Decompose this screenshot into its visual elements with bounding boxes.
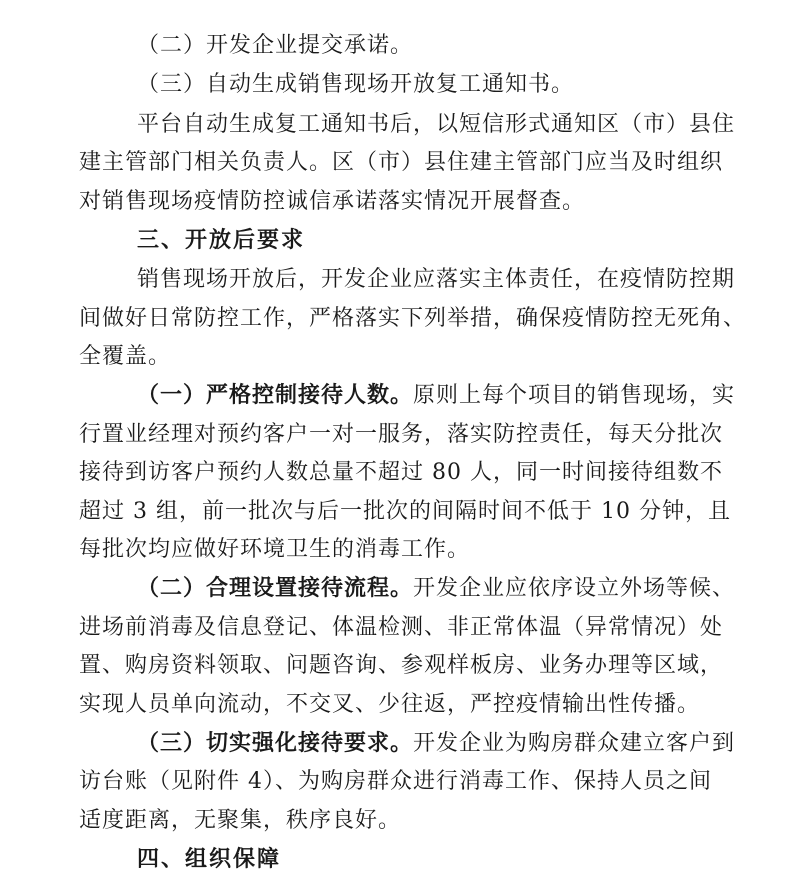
- paragraph-line: [137, 381, 735, 411]
- paragraph-line: 销售现场开放后，开发企业应落实主体责任，在疫情防控期: [137, 267, 736, 292]
- paragraph-line: 置、购房资料领取、问题咨询、参观样板房、业务办理等区域，: [79, 653, 724, 678]
- section-heading-3: 三、开放后要求: [137, 228, 306, 253]
- subheading-3: （三）切实强化接待要求。: [137, 731, 414, 756]
- paragraph-text: 开发企业为购房群众建立客户到: [413, 731, 736, 756]
- paragraph-line: [137, 729, 735, 759]
- paragraph-line: 适度距离，无聚集，秩序良好。: [79, 808, 402, 833]
- section-heading-4: 四、组织保障: [137, 847, 282, 872]
- paragraph-line: 全覆盖。: [79, 344, 172, 369]
- subheading-1: （一）严格控制接待人数。: [137, 383, 414, 408]
- paragraph-line: 超过 3 组，前一批次与后一批次的间隔时间不低于 10 分钟，且: [79, 499, 731, 524]
- paragraph-line: 行置业经理对预约客户一对一服务，落实防控责任，每天分批次: [79, 422, 724, 447]
- paragraph-line: 平台自动生成复工通知书后，以短信形式通知区（市）县住: [137, 112, 736, 137]
- paragraph-line: 实现人员单向流动，不交叉、少往返，严控疫情输出性传播。: [79, 692, 701, 717]
- paragraph-line: 对销售现场疫情防控诚信承诺落实情况开展督查。: [79, 189, 586, 214]
- paragraph-line: 进场前消毒及信息登记、体温检测、非正常体温（异常情况）处: [79, 615, 724, 640]
- paragraph-line: 间做好日常防控工作，严格落实下列举措，确保疫情防控无死角、: [79, 306, 747, 331]
- paragraph-line: 每批次均应做好环境卫生的消毒工作。: [79, 537, 471, 562]
- paragraph-line: 建主管部门相关负责人。区（市）县住建主管部门应当及时组织: [79, 150, 724, 175]
- item-3-auto-generate-notice: （三）自动生成销售现场开放复工通知书。: [137, 72, 575, 97]
- subheading-2: （二）合理设置接待流程。: [137, 576, 414, 601]
- paragraph-line: 接待到访客户预约人数总量不超过 80 人，同一时间接待组数不: [79, 460, 723, 485]
- paragraph-text: 原则上每个项目的销售现场，实: [413, 383, 736, 408]
- paragraph-text: 开发企业应依序设立外场等候、: [413, 576, 736, 601]
- paragraph-line: [137, 574, 735, 604]
- item-2-submit-commitment: （二）开发企业提交承诺。: [137, 33, 414, 58]
- paragraph-line: 访台账（见附件 4）、为购房群众进行消毒工作、保持人员之间: [79, 769, 712, 794]
